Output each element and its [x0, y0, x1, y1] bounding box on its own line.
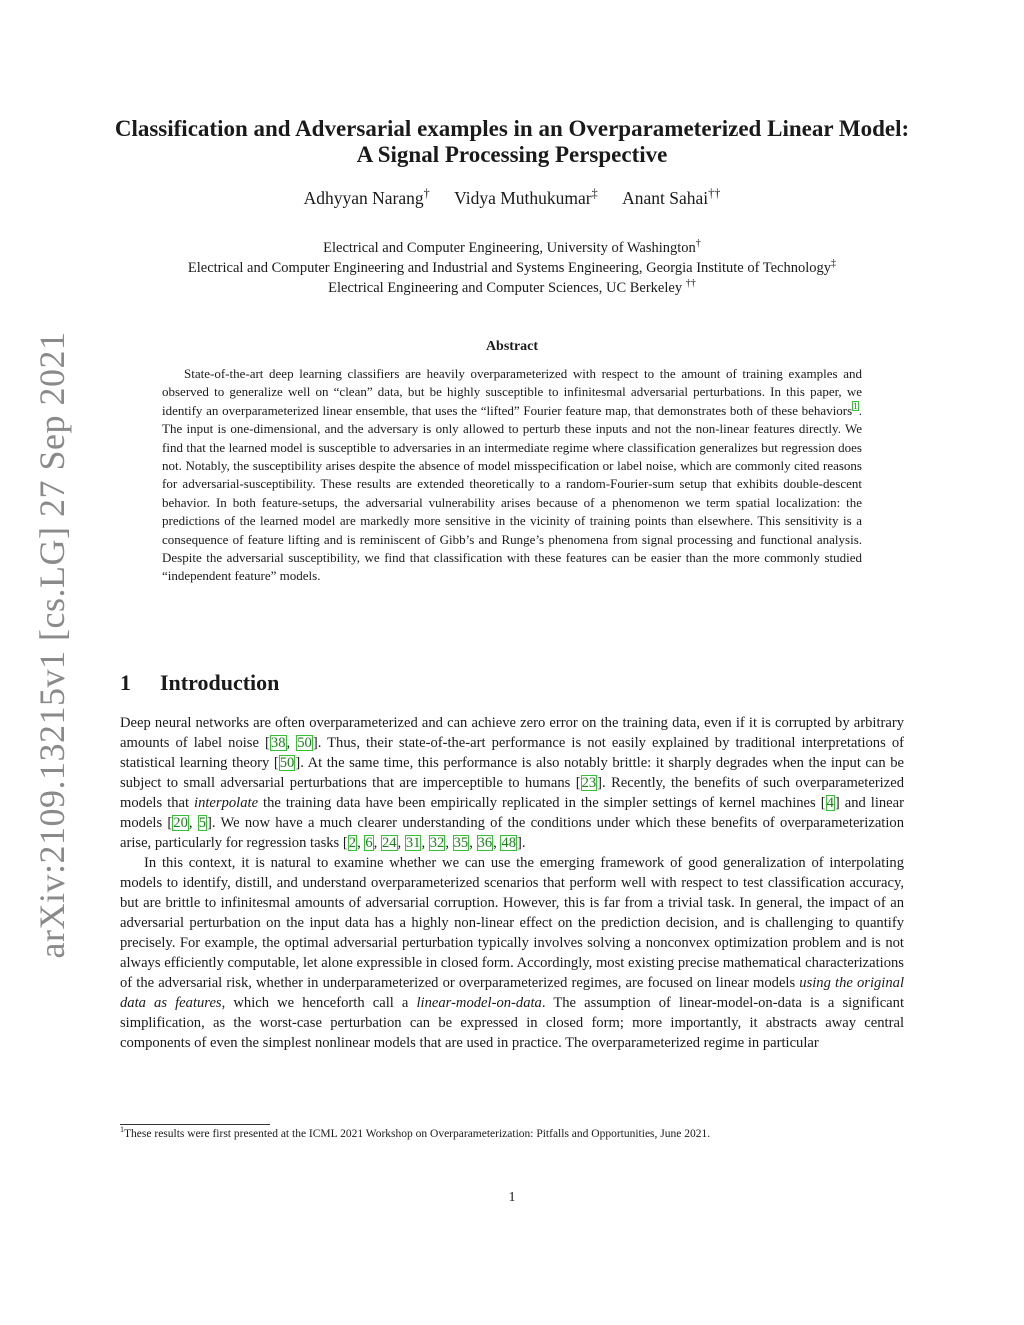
- author-muthukumar: Vidya Muthukumar‡: [454, 186, 598, 208]
- affiliation-list: [112, 238, 912, 298]
- introduction-body: [120, 713, 904, 1053]
- citation-link[interactable]: 35: [453, 835, 469, 851]
- section-heading-introduction: 1 Introduction: [120, 670, 280, 695]
- citation-link[interactable]: 4: [826, 795, 834, 811]
- affiliation-uw: Electrical and Computer Engineering, University of Washington†: [323, 238, 701, 256]
- citation-link[interactable]: 50: [297, 735, 312, 751]
- abstract-heading: Abstract: [485, 339, 539, 354]
- citation-link[interactable]: 50: [279, 755, 295, 771]
- citation-link[interactable]: 38: [270, 735, 286, 751]
- citation-link[interactable]: 23: [581, 775, 597, 791]
- footnote: $^1$These results were first presented at the ICML 2021 Workshop on Overparameterization: Pitfalls and Opportunities, June 2021.: [120, 1125, 711, 1140]
- intro-paragraph-2: In this context, it is natural to examine whether we can use the emerging framework of good generalization of interpolating models to identify, distill, and understand overparameterized scenarios that perform well with respect to test classification accuracy, but are brittle to infinitesmal amounts of adversarial corruption. However, this is far from a trivial task. In general, the impact of an adversarial perturbation on the input data has a highly non-linear effect on the prediction decision, and is challenging to quantify precisely. For example, the optimal adversarial perturbation typically involves solving a nonconvex optimization problem and is not always efficiently computable, let alone expressible in closed form. Accordingly, most existing precise mathematical characterizations of the adversarial risk, whether in underparameterized or overparameterized regimes, are focused on linear models using the original data as features, which we henceforth call a linear-model-on-data. The assumption of linear-model-on-data is a significant simplification, as the worst-case perturbation can be expressed in closed form; more importantly, it abstracts away central components of even the simplest nonlinear models that are used in practice. The overparameterized regime in particular: [120, 855, 905, 1051]
- abstract-body: State-of-the-art deep learning classifiers are heavily overparameterized with respect to the amount of training examples and observed to generalize well on “clean” data, but be highly susceptible to infinitesmal adversarial perturbations. In this paper, we identify an overparameterized linear ensemble, that uses the “lifted” Fourier feature map, that demonstrates both of these behaviors$^1$. The input is one-dimensional, and the adversary is only allowed to perturb these inputs and not the non-linear features directly. We find that the learned model is susceptible to adversaries in an intermediate regime where classification generalizes but regression does not. Notably, the susceptibility arises despite the absence of model misspecification or label noise, which are commonly cited reasons for adversarial-susceptibility. These results are extended theoretically to a random-Fourier-sum setup that exhibits double-descent behavior. In both feature-setups, the adversarial vulnerability arises because of a phenomenon we term spatial localization: the predictions of the learned model are markedly more sensitive in the vicinity of training points than elsewhere. This sensitivity is a consequence of feature lifting and is reminiscent of Gibb’s and Runge’s phenomena from signal processing and functional analysis. Despite the adversarial susceptibility, we find that classification with these features can be easier than the more commonly studied “independent feature” models.: [162, 366, 862, 584]
- footnote-link[interactable]: 1: [853, 401, 858, 412]
- citation-link[interactable]: 32: [429, 835, 445, 851]
- paper-title: Classification and Adversarial examples in an Overparameterized Linear Model: A Signal Processing Perspective: [114, 116, 910, 167]
- page-number: 1: [508, 1190, 516, 1205]
- citation-link[interactable]: 31: [405, 835, 421, 851]
- citation-link[interactable]: 36: [477, 835, 493, 851]
- footnote-rule: [120, 1124, 270, 1125]
- citation-link[interactable]: 2: [348, 835, 357, 851]
- author-narang: Adhyyan Narang†: [303, 186, 430, 208]
- author-list: [112, 188, 912, 209]
- author-sahai: Anant Sahai††: [622, 186, 721, 208]
- citation-link[interactable]: 48: [501, 835, 516, 851]
- intro-paragraph-1: Deep neural networks are often overparameterized and can achieve zero error on the training data, even if it is corrupted by arbitrary amounts of label noise [38, 50]. Thus, their state-of-the-art performance is not easily explained by traditional interpretations of statistical learning theory [50]. At the same time, this performance is also notably brittle: it sharply degrades when the input can be subject to small adversarial perturbations that are imperceptible to humans [23]. Recently, the benefits of such overparameterized models that interpolate the training data have been empirically replicated in the simpler settings of kernel machines [4] and linear models [20, 5]. We now have a much clearer understanding of the conditions under which these benefits of overparameterization arise, particularly for regression tasks [2, 6, 24, 31, 32, 35, 36, 48].: [120, 715, 905, 851]
- citation-group: 2, 6, 24, 31, 32, 35, 36, 48: [348, 835, 516, 851]
- affiliation-gatech: Electrical and Computer Engineering and Industrial and Systems Engineering, Georgia Institute of Technology‡: [187, 258, 837, 276]
- arxiv-identifier: arXiv:2109.13215v1 [cs.LG] 27 Sep 2021: [32, 331, 72, 959]
- citation-link[interactable]: 20: [173, 815, 188, 831]
- affiliation-berkeley: Electrical Engineering and Computer Sciences, UC Berkeley ††: [328, 278, 696, 296]
- citation-link[interactable]: 5: [198, 815, 207, 831]
- citation-link[interactable]: 6: [365, 835, 373, 851]
- citation-link[interactable]: 24: [381, 835, 397, 851]
